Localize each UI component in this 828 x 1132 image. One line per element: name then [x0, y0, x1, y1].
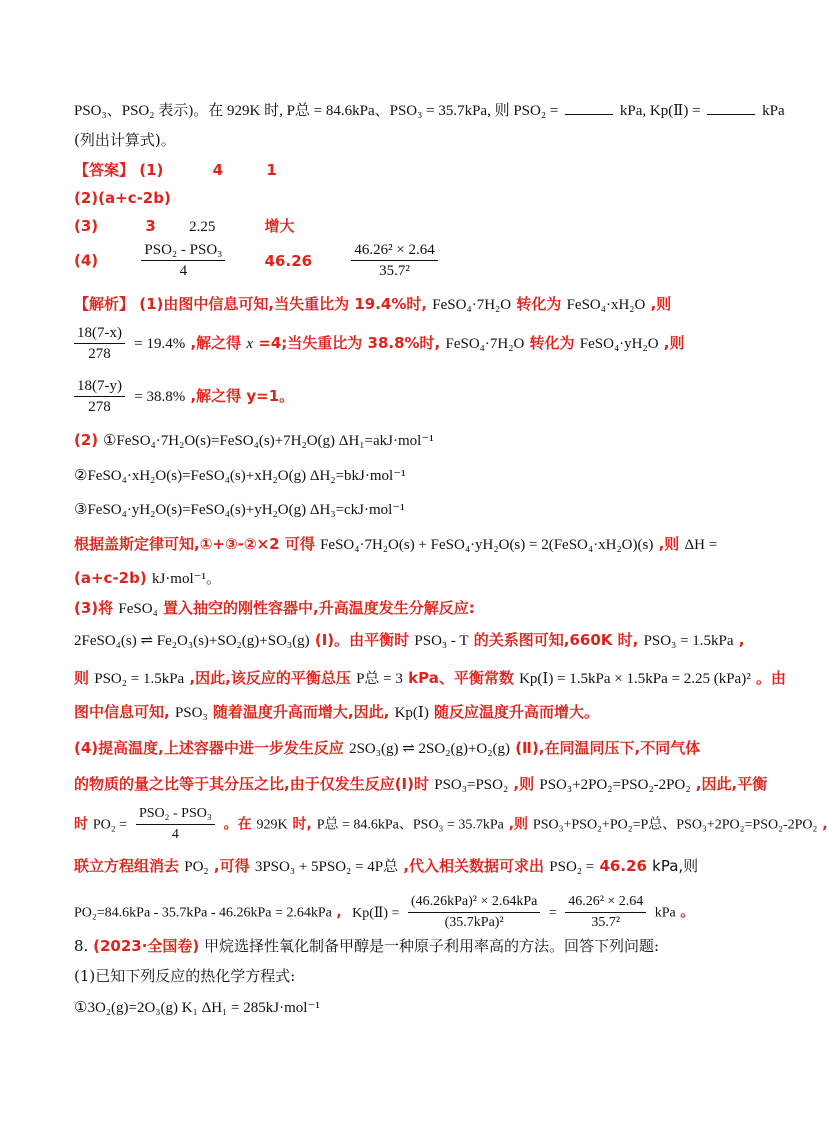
analysis-row-8 — [74, 568, 221, 589]
formula: FeSO₄·7H₂O — [445, 336, 525, 352]
analysis-text: (Ⅱ),在同温同压下,不同气体 — [515, 739, 701, 757]
fraction-denominator: 4 — [171, 827, 179, 842]
analysis-row-2 — [74, 323, 685, 364]
analysis-text: 联立方程组消去 — [74, 857, 180, 875]
unit-text: kPa — [762, 103, 785, 119]
formula: = 38.8% — [134, 389, 186, 405]
analysis-text: ,因此,该反应的平衡总压 — [189, 669, 351, 687]
reaction-equation: 2FeSO₄(s) ⇌ Fe₂O₃(s)+SO₂(g)+SO₃(g) — [74, 633, 310, 649]
question-text: PSO₃、PSO₂ 表示)。在 929K 时, P总 = 84.6kPa、PSO₃ = 35.7kPa, 则 PSO₂ = — [74, 103, 559, 119]
analysis-text: 。 — [680, 904, 695, 921]
question8-row-3 — [74, 998, 320, 1018]
analysis-text: 则 — [74, 669, 90, 687]
analysis-row-3 — [74, 376, 294, 417]
analysis-text: ,解之得 — [190, 334, 242, 352]
formula: PO₂ = — [92, 817, 128, 833]
analysis-text: 的关系图可知,660K 时, — [473, 631, 639, 649]
analysis-text: 时, — [292, 816, 312, 833]
formula: ΔH = — [684, 537, 718, 553]
question-note: (列出计算式)。 — [74, 131, 176, 149]
analysis-text: 转化为 — [529, 334, 575, 352]
formula: FeSO₄·yH₂O — [579, 336, 659, 352]
analysis-row-15 — [74, 804, 828, 845]
fraction-denominator: (35.7kPa)² — [444, 915, 504, 930]
analysis-text: ,则 — [663, 334, 685, 352]
answer-label: (1) — [139, 161, 164, 179]
analysis-row-5 — [74, 466, 406, 486]
formula: 3PSO₃ + 5PSO₂ = 4P总 — [254, 859, 399, 875]
answer-row-3 — [74, 216, 295, 237]
analysis-text: ,则 — [658, 535, 680, 553]
question-source: (2023·全国卷) — [93, 937, 200, 955]
formula: = 19.4% — [134, 336, 186, 352]
section-label: (2) — [74, 431, 99, 449]
analysis-text: ,解之得 y=1。 — [190, 387, 295, 405]
formula: Kp(Ⅱ) = — [352, 905, 400, 921]
answer-value: 2.25 — [189, 219, 216, 235]
fraction-numerator: (46.26kPa)² × 2.64kPa — [408, 892, 540, 913]
unit-text: kPa — [654, 905, 676, 921]
fraction-denominator: 35.7² — [591, 915, 621, 930]
formula: PSO₃+PSO₂+PO₂=P总、PSO₃+2PO₂=PSO₂-2PO₂ — [532, 817, 818, 833]
formula: PO₂ — [184, 859, 209, 875]
analysis-row-13 — [74, 738, 700, 759]
fraction — [408, 892, 540, 933]
formula: PSO₂ = 1.5kPa — [94, 671, 185, 687]
analysis-row-14 — [74, 774, 767, 795]
analysis-text: 随着温度升高而增大,因此, — [212, 703, 390, 721]
analysis-heading: 【解析】 — [74, 295, 135, 313]
fraction-numerator: 46.26² × 2.64 — [565, 892, 646, 913]
question-number: 8. — [74, 937, 89, 955]
formula: PSO₃ — [174, 705, 208, 721]
analysis-text: , — [822, 816, 828, 833]
formula: FeSO₄·xH₂O — [566, 297, 646, 313]
answer-label: (3) — [74, 217, 99, 235]
analysis-row-4 — [74, 430, 434, 451]
analysis-row-16 — [74, 856, 698, 877]
analysis-text: ,代入相关数据可求出 — [403, 857, 545, 875]
analysis-text: ,则 — [513, 775, 535, 793]
formula: Kp(Ⅰ) — [394, 705, 429, 721]
analysis-text: =4;当失重比为 38.8%时, — [258, 334, 441, 352]
formula: 929K — [256, 817, 288, 833]
unit-text: kPa, Kp(Ⅱ) = — [619, 103, 701, 119]
analysis-text: (3)将 — [74, 599, 114, 617]
fraction — [136, 804, 215, 845]
answer-fraction — [351, 240, 437, 281]
analysis-text: (Ⅰ)。由平衡时 — [314, 631, 410, 649]
analysis-text: 时 — [74, 816, 88, 833]
formula: PSO₂ = — [549, 859, 595, 875]
variable: x — [246, 336, 254, 352]
reaction-equation: ③FeSO₄·yH₂O(s)=FeSO₄(s)+yH₂O(g) ΔH₃=ckJ·mol⁻¹ — [74, 502, 405, 518]
formula: P总 = 84.6kPa、PSO₃ = 35.7kPa — [316, 817, 504, 833]
reaction-equation: ①3O₂(g)=2O₃(g) K₁ ΔH₁ = 285kJ·mol⁻¹ — [74, 1000, 320, 1016]
analysis-text: 。由 — [755, 669, 786, 687]
fraction-denominator: 278 — [88, 399, 111, 415]
analysis-text: , — [336, 904, 342, 921]
fraction — [74, 376, 125, 417]
analysis-text: 转化为 — [516, 295, 562, 313]
analysis-text: 图中信息可知, — [74, 703, 170, 721]
answer-value: (a+c-2b) — [74, 569, 147, 587]
question-line-1 — [74, 100, 785, 121]
answer-row-4 — [74, 240, 442, 281]
analysis-text: (4)提高温度,上述容器中进一步发生反应 — [74, 739, 344, 757]
unit-text: kPa,则 — [652, 857, 699, 875]
analysis-text: ,则 — [508, 816, 529, 833]
reaction-equation: 2SO₃(g) ⇌ 2SO₂(g)+O₂(g) — [349, 741, 510, 757]
fraction-numerator: 18(7-x) — [74, 323, 125, 344]
answer-fraction — [141, 240, 225, 281]
analysis-row-9 — [74, 598, 475, 619]
analysis-row-7 — [74, 534, 717, 555]
formula: = — [548, 905, 557, 921]
formula: PSO₃ = 1.5kPa — [643, 633, 734, 649]
analysis-text: ,则 — [650, 295, 672, 313]
fraction-denominator: 278 — [88, 346, 111, 362]
answer-value: 46.26 — [264, 251, 313, 270]
fraction-denominator: 35.7² — [379, 263, 410, 279]
analysis-text: 随反应温度升高而增大。 — [434, 703, 600, 721]
answer-value: 增大 — [264, 217, 295, 235]
answer-label: (4) — [74, 251, 99, 270]
question8-row-1 — [74, 936, 659, 956]
analysis-row-1 — [74, 294, 671, 315]
reaction-equation: ②FeSO₄·xH₂O(s)=FeSO₄(s)+xH₂O(g) ΔH₂=bkJ·mol⁻¹ — [74, 468, 406, 484]
analysis-row-17 — [74, 892, 694, 933]
analysis-text: 的物质的量之比等于其分压之比,由于仅发生反应(Ⅰ)时 — [74, 775, 429, 793]
fraction — [565, 892, 646, 933]
answer-value: 3 — [145, 217, 156, 235]
analysis-text: 根据盖斯定律可知,①+③-②×2 可得 — [74, 535, 315, 553]
fraction-numerator: PSO₂ - PSO₃ — [136, 804, 215, 825]
analysis-row-11 — [74, 668, 786, 689]
formula: Kp(Ⅰ) = 1.5kPa × 1.5kPa = 2.25 (kPa)² — [519, 671, 751, 687]
question-line-2 — [74, 130, 176, 150]
reaction-equation: FeSO₄·7H₂O(s) + FeSO₄·yH₂O(s) = 2(FeSO₄·xH₂O)(s) — [320, 537, 654, 553]
formula: PO₂=84.6kPa - 35.7kPa - 46.26kPa = 2.64kPa — [74, 905, 332, 921]
formula: FeSO₄·7H₂O — [432, 297, 512, 313]
analysis-text: ,因此,平衡 — [695, 775, 768, 793]
formula: FeSO₄ — [118, 601, 158, 617]
fraction-numerator: 18(7-y) — [74, 376, 125, 397]
analysis-row-6 — [74, 500, 405, 520]
answer-row-1 — [74, 160, 277, 180]
analysis-text: kPa、平衡常数 — [408, 669, 514, 687]
answer-value: 1 — [266, 161, 277, 179]
reaction-equation: ①FeSO₄·7H₂O(s)=FeSO₄(s)+7H₂O(g) ΔH₁=akJ·mol⁻¹ — [102, 433, 434, 449]
formula: PSO₃ - T — [414, 633, 469, 649]
fraction-numerator: PSO₂ - PSO₃ — [141, 240, 225, 261]
answer-row-2 — [74, 188, 171, 208]
question-text: (1)已知下列反应的热化学方程式: — [74, 967, 296, 985]
fraction — [74, 323, 125, 364]
analysis-text: 置入抽空的刚性容器中,升高温度发生分解反应: — [163, 599, 475, 617]
answer-value: 4 — [212, 161, 224, 179]
analysis-text: (1)由图中信息可知,当失重比为 19.4%时, — [139, 295, 428, 313]
fraction-numerator: 46.26² × 2.64 — [351, 240, 437, 261]
question-text: 甲烷选择性氧化制备甲醇是一种原子利用率高的方法。回答下列问题: — [204, 937, 660, 955]
analysis-text: 。在 — [223, 816, 252, 833]
formula: P总 = 3 — [356, 671, 403, 687]
answer-value: (2)(a+c-2b) — [74, 189, 171, 207]
analysis-text: , — [738, 631, 745, 649]
answer-blank-2 — [707, 100, 755, 115]
unit-text: kJ·mol⁻¹。 — [151, 571, 222, 587]
analysis-text: ,可得 — [213, 857, 250, 875]
answer-heading: 【答案】 — [74, 161, 135, 179]
analysis-row-12 — [74, 702, 599, 723]
answer-value: 46.26 — [599, 857, 647, 875]
formula: PSO₃+2PO₂=PSO₂-2PO₂ — [539, 777, 691, 793]
fraction-denominator: 4 — [179, 263, 188, 279]
question8-row-2 — [74, 966, 295, 986]
formula: PSO₃=PSO₂ — [434, 777, 509, 793]
answer-blank-1 — [565, 100, 613, 115]
analysis-row-10 — [74, 630, 744, 651]
